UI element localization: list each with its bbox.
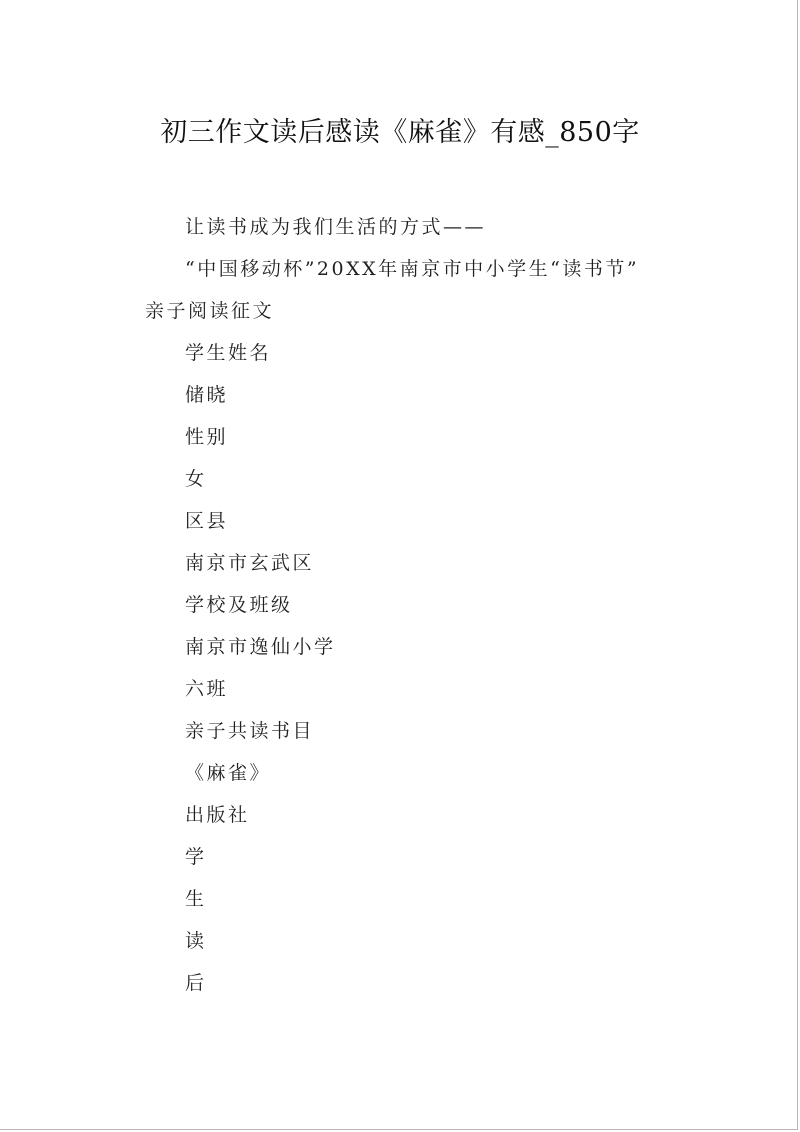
field-value-district: 南京市玄武区	[185, 552, 315, 574]
field-label-student-name: 学生姓名	[185, 342, 272, 364]
field-label-publisher: 出版社	[185, 804, 250, 826]
field-value-class: 六班	[185, 678, 229, 700]
field-label-district: 区县	[185, 510, 229, 532]
document-title: 初三作文读后感读《麻雀》有感_850字	[160, 117, 640, 148]
text-line-char-1: 学	[185, 846, 207, 868]
field-label-school-class: 学校及班级	[185, 594, 293, 616]
field-value-student-name: 储晓	[185, 384, 229, 406]
field-label-book: 亲子共读书目	[185, 720, 315, 742]
text-line-char-2: 生	[185, 888, 207, 910]
field-value-school: 南京市逸仙小学	[185, 636, 336, 658]
text-line-char-3: 读	[185, 930, 207, 952]
field-value-book: 《麻雀》	[185, 762, 272, 784]
text-line-event: “中国移动杯”20XX年南京市中小学生“读书节”	[185, 258, 640, 280]
field-label-gender: 性别	[185, 426, 229, 448]
field-value-gender: 女	[185, 468, 207, 490]
text-line-char-4: 后	[185, 972, 207, 994]
text-line-essay-type: 亲子阅读征文	[145, 300, 275, 322]
text-line-slogan: 让读书成为我们生活的方式——	[185, 216, 487, 238]
